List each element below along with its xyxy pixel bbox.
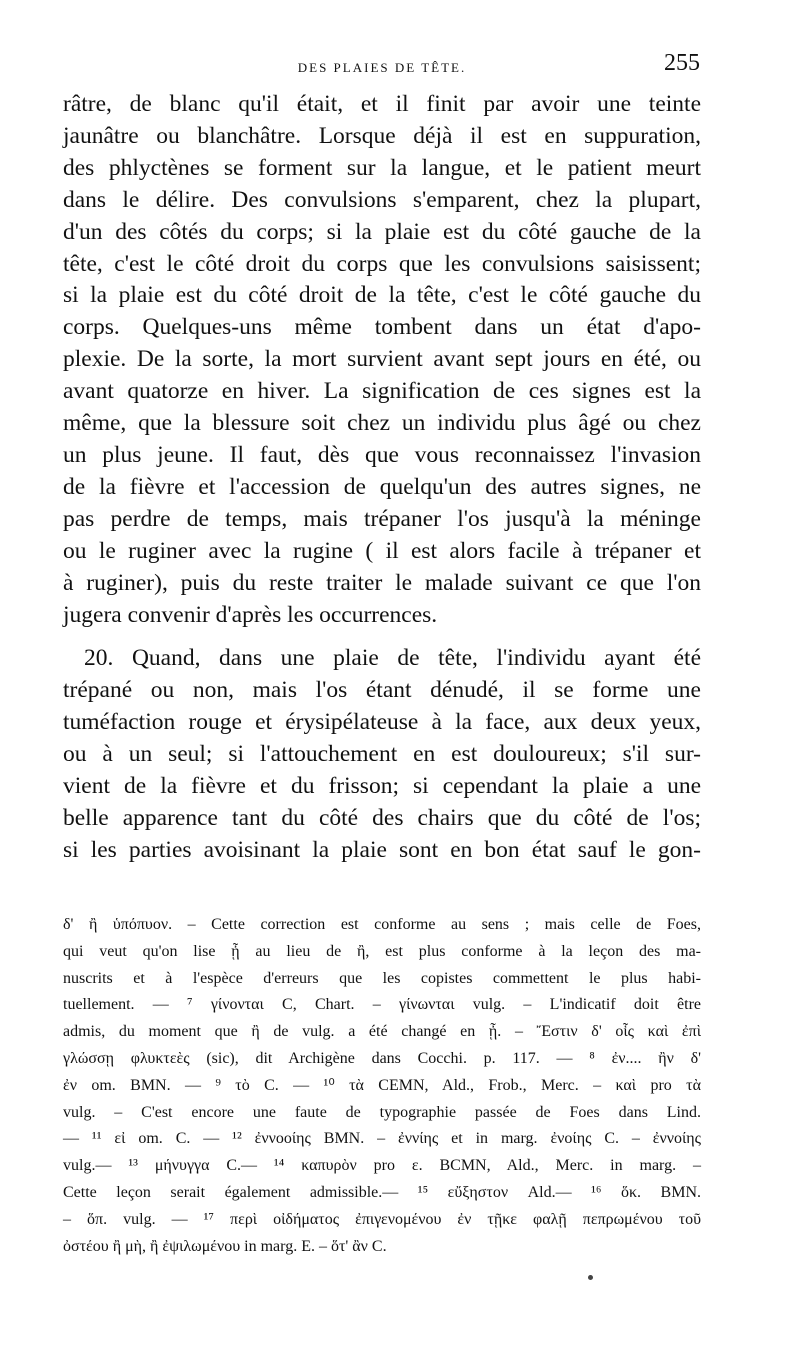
- text-line: corps. Quelques-uns même tombent dans un état d'apo-: [63, 314, 701, 341]
- text-line: plexie. De la sorte, la mort survient avant sept jours en été, ou: [63, 346, 701, 373]
- text-line: 20. Quand, dans une plaie de tête, l'individu ayant été: [84, 645, 701, 672]
- footnote-line: — ¹¹ εἰ om. C. — ¹² ἐννοοίης BMN. – ἐννίης et in marg. ἐνοίης C. – ἐννοίης: [63, 1130, 701, 1148]
- footnote-line: admis, du moment que ἢ de vulg. a été changé en ᾖ. – Ἔστιν δ' οἷς καὶ ἐπὶ: [63, 1023, 701, 1041]
- text-line: belle apparence tant du côté des chairs que du côté de l'os;: [63, 804, 701, 831]
- text-line: pas perdre de temps, mais trépaner l'os jusqu'à la méninge: [63, 505, 701, 532]
- text-line: tête, c'est le côté droit du corps que les convulsions saisissent;: [63, 250, 701, 277]
- ink-speck: [588, 1275, 593, 1280]
- text-line: tuméfaction rouge et érysipélateuse à la face, aux deux yeux,: [63, 709, 701, 736]
- text-line: d'un des côtés du corps; si la plaie est du côté gauche de la: [63, 218, 701, 245]
- text-line: vient de la fièvre et du frisson; si cependant la plaie a une: [63, 773, 701, 800]
- footnote-line: Cette leçon serait également admissible.— ¹⁵ εὔξηστον Ald.— ¹⁶ ὅκ. BMN.: [63, 1183, 701, 1201]
- paragraph-gap: [63, 631, 701, 643]
- footnotes: [63, 912, 701, 1260]
- paragraph-2: [63, 643, 701, 866]
- page-header: [62, 50, 702, 84]
- footnote-line: γλώσσῃ φλυκτεὲς (sic), dit Archigène dans Cocchi. p. 117. — ⁸ ἐν.... ἢν δ': [63, 1049, 701, 1067]
- footnote-line: qui veut qu'on lise ᾖ au lieu de ἢ, est plus conforme à la leçon des ma-: [63, 942, 701, 960]
- footnote-line: ἐν om. BMN. — ⁹ τὸ C. — ¹⁰ τὰ CEMN, Ald., Frob., Merc. – καὶ pro τὰ: [63, 1076, 701, 1094]
- text-line: trépané ou non, mais l'os étant dénudé, il se forme une: [63, 677, 701, 704]
- footnote-line: nuscrits et à l'espèce d'erreurs que les copistes commettent le plus habi-: [63, 969, 701, 987]
- text-line: des phlyctènes se forment sur la langue, et le patient meurt: [63, 154, 701, 181]
- footnote-line: vulg.— ¹³ μήνυγγα C.— ¹⁴ καπυρὸν pro ε. BCMN, Ald., Merc. in marg. –: [63, 1157, 701, 1175]
- footnote-line: ὀστέου ἢ μὴ, ἢ ἐψιλωμένου in marg. E. – ὅτ' ἂν C.: [63, 1237, 387, 1255]
- text-line: jaunâtre ou blanchâtre. Lorsque déjà il est en suppuration,: [63, 122, 701, 149]
- text-line: même, que la blessure soit chez un individu plus âgé ou chez: [63, 410, 701, 437]
- text-line: à ruginer), puis du reste traiter le malade suivant ce que l'on: [63, 569, 701, 596]
- footnote-line: – ὅπ. vulg. — ¹⁷ περὶ οἰδήματος ἐπιγενομένου ἐν τῇκε φαλῇ πεπρωμένου τοῦ: [63, 1210, 701, 1228]
- running-title: DES PLAIES DE TÊTE.: [297, 60, 467, 75]
- text-line: si les parties avoisinant la plaie sont en bon état sauf le gon-: [63, 836, 701, 863]
- footnote-line: δ' ἢ ὑπόπυον. – Cette correction est conforme au sens ; mais celle de Foes,: [63, 916, 701, 933]
- paragraph-1: [63, 89, 701, 631]
- text-line: dans le délire. Des convulsions s'emparent, chez la plupart,: [63, 186, 701, 213]
- text-line: de la fièvre et l'accession de quelqu'un des autres signes, ne: [63, 473, 701, 500]
- text-line: jugera convenir d'après les occurrences.: [63, 601, 438, 628]
- main-text: [63, 89, 701, 867]
- text-line: avant quatorze en hiver. La signification de ces signes est la: [63, 378, 701, 405]
- text-line: un plus jeune. Il faut, dès que vous reconnaissez l'invasion: [63, 441, 701, 468]
- text-line: ou à un seul; si l'attouchement en est douloureux; s'il sur-: [63, 741, 701, 768]
- page-number: 255: [664, 50, 700, 76]
- text-line: ou le ruginer avec la rugine ( il est alors facile à trépaner et: [63, 537, 701, 564]
- text-line: si la plaie est du côté droit de la tête, c'est le côté gauche du: [63, 282, 701, 309]
- footnote-line: vulg. – C'est encore une faute de typographie passée de Foes dans Lind.: [63, 1103, 701, 1121]
- text-line: râtre, de blanc qu'il était, et il finit par avoir une teinte: [63, 91, 701, 117]
- footnote-line: tuellement. — ⁷ γίνονται C, Chart. – γίνωνται vulg. – L'indicatif doit être: [63, 996, 701, 1014]
